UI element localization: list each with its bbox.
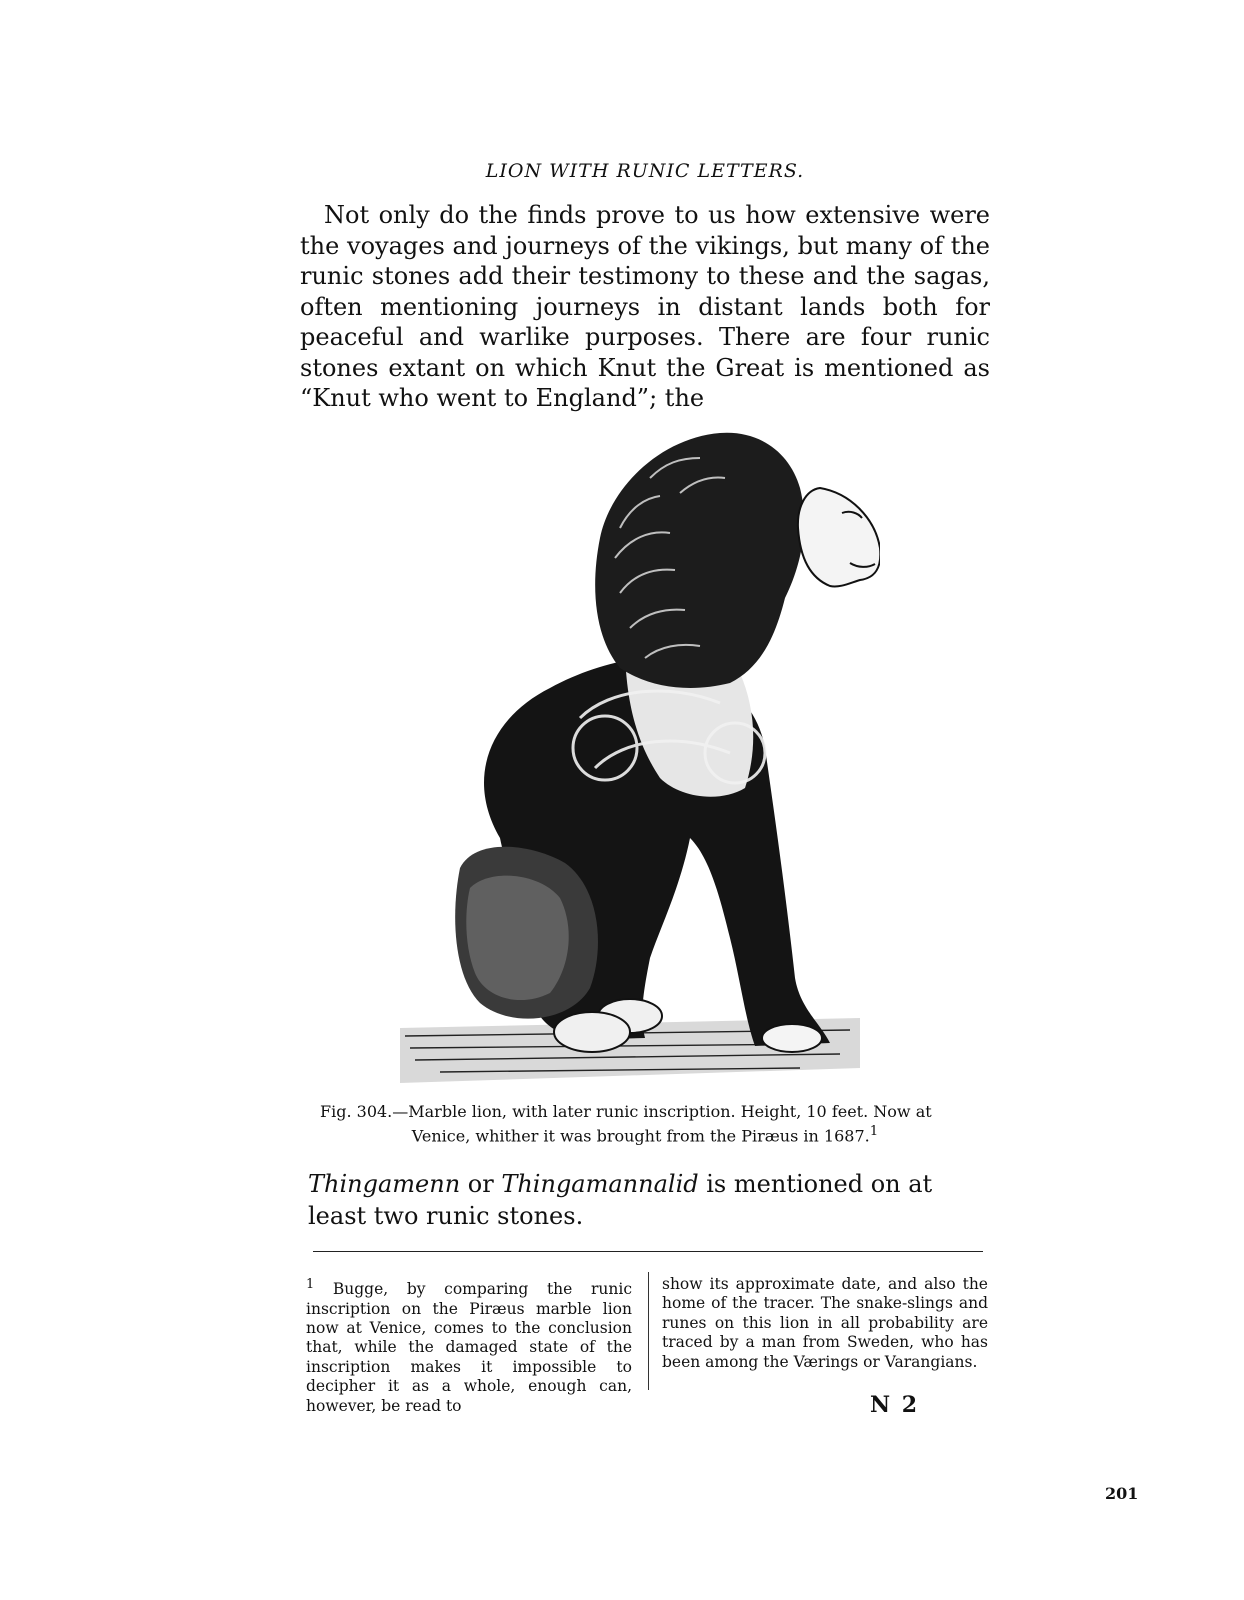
page-number: 201: [1105, 1484, 1139, 1503]
signature-mark: N 2: [870, 1392, 920, 1418]
body-paragraph-text: Not only do the finds prove to us how extensive were the voyages and journeys of the vikings, but many of the runic stones add their testimony to these and the sagas, often mentioning journeys in distant lands both for peaceful and warlike purposes. There are four runic stones extant on which Knut the Great is mentioned as “Knut who went to England”; the: [300, 201, 990, 412]
footnote-rule: [313, 1251, 983, 1252]
figure-caption: [320, 1102, 970, 1146]
continuation-rest: is mentioned on at least two runic stones.: [308, 1170, 933, 1230]
footnote-right-text: show its approximate date, and also the home of the tracer. The snake-slings and runes on this lion in all probability are traced by a man from Sweden, who has been among the Værings or Varangians.: [662, 1275, 988, 1371]
caption-line-1: Fig. 304.—Marble lion, with later runic inscription. Height, 10 feet. Now at: [320, 1102, 932, 1121]
footnote-left-column: [306, 1275, 632, 1416]
term-thingamannalid: Thingamannalid: [501, 1170, 699, 1198]
term-thingamenn: Thingamenn: [308, 1170, 461, 1198]
caption-footnote-marker: 1: [869, 1124, 879, 1139]
body-paragraph: [300, 200, 990, 414]
caption-line-2-text: Venice, whither it was brought from the Piræus in 1687.: [411, 1126, 870, 1146]
running-head: LION WITH RUNIC LETTERS.: [485, 160, 805, 182]
lion-illustration: [380, 418, 880, 1093]
footnote-column-divider: [648, 1272, 649, 1390]
footnote-marker: 1: [306, 1277, 315, 1292]
continuation-connector: or: [460, 1170, 502, 1198]
footnote-right-column: [662, 1275, 988, 1372]
continuation-paragraph: [308, 1168, 991, 1232]
footnote-left-text: Bugge, by comparing the runic inscription on the Piræus marble lion now at Venice, comes to the conclusion that, while the damaged state of the inscription makes it impossible to decipher it as a whole, enough can, however, be read to: [306, 1280, 632, 1415]
caption-line-2: [320, 1122, 970, 1146]
